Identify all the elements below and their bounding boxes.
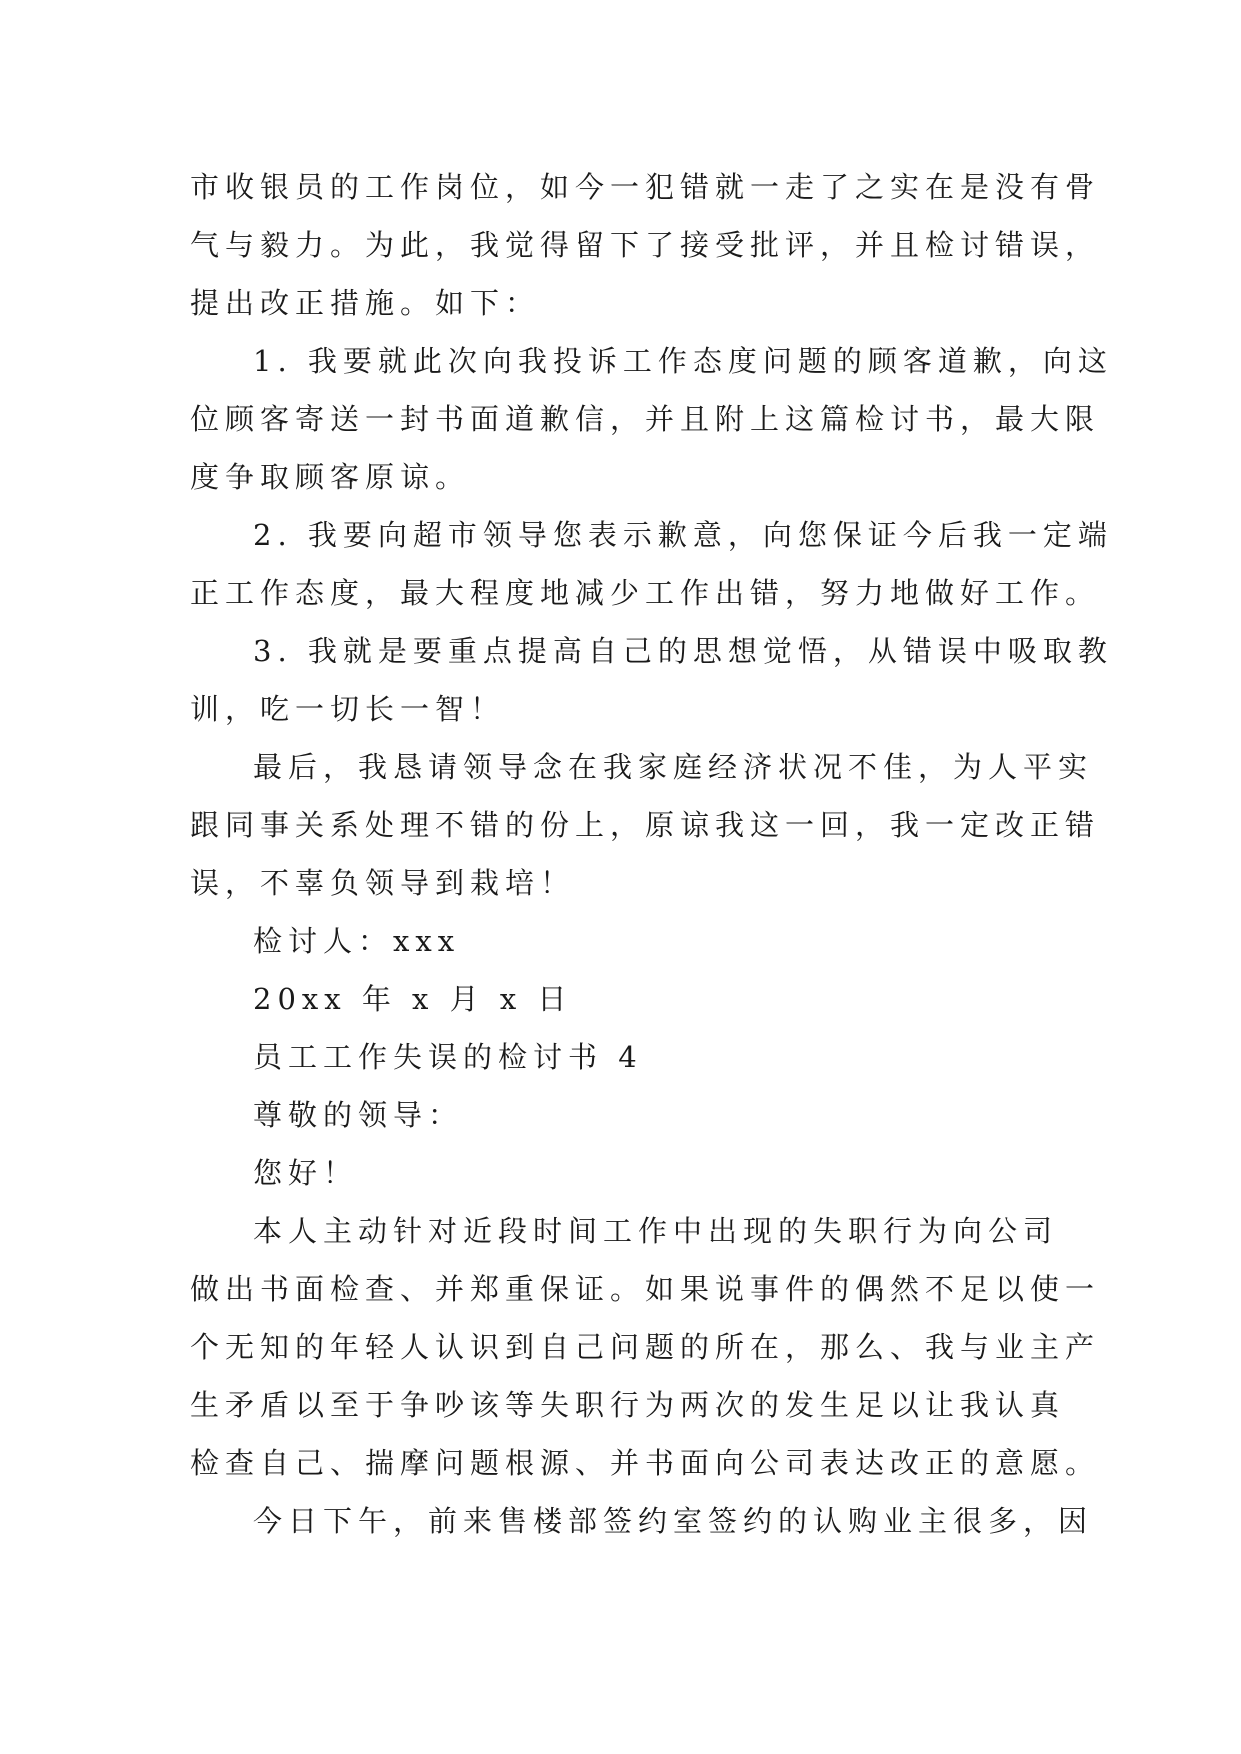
- section-title: 员工工作失误的检讨书 4: [253, 1040, 643, 1074]
- text-line: 1. 我要就此次向我投诉工作态度问题的顾客道歉，向这: [253, 344, 1113, 378]
- text-line: 度争取顾客原谅。: [190, 460, 471, 494]
- text-line: 检查自己、揣摩问题根源、并书面向公司表达改正的意愿。: [190, 1446, 1101, 1480]
- text-line: 2. 我要向超市领导您表示歉意，向您保证今后我一定端: [253, 518, 1113, 552]
- text-line: 3. 我就是要重点提高自己的思想觉悟，从错误中吸取教: [253, 634, 1113, 668]
- text-line: 市收银员的工作岗位，如今一犯错就一走了之实在是没有骨: [190, 170, 1101, 204]
- text-line: 正工作态度，最大程度地减少工作出错，努力地做好工作。: [190, 576, 1101, 610]
- date-line: 20xx 年 x 月 x 日: [253, 982, 573, 1016]
- text-line: 误，不辜负领导到栽培！: [190, 866, 576, 900]
- text-line: 生矛盾以至于争吵该等失职行为两次的发生足以让我认真: [190, 1388, 1066, 1422]
- text-line: 跟同事关系处理不错的份上，原谅我这一回，我一定改正错: [190, 808, 1101, 842]
- text-line: 个无知的年轻人认识到自己问题的所在，那么、我与业主产: [190, 1330, 1101, 1364]
- document-body: [190, 158, 1113, 1550]
- text-line: 气与毅力。为此，我觉得留下了接受批评，并且检讨错误，: [190, 228, 1101, 262]
- text-line: 本人主动针对近段时间工作中出现的失职行为向公司: [253, 1214, 1059, 1248]
- text-line: 做出书面检查、并郑重保证。如果说事件的偶然不足以使一: [190, 1272, 1101, 1306]
- text-line: 训，吃一切长一智！: [190, 692, 506, 726]
- greeting: 您好！: [253, 1156, 359, 1190]
- text-line: 提出改正措施。如下：: [190, 286, 541, 320]
- salutation: 尊敬的领导：: [253, 1098, 464, 1132]
- signature-line: 检讨人：xxx: [253, 924, 461, 958]
- text-line: 位顾客寄送一封书面道歉信，并且附上这篇检讨书，最大限: [190, 402, 1101, 436]
- text-line: 今日下午，前来售楼部签约室签约的认购业主很多，因: [253, 1504, 1094, 1538]
- text-line: 最后，我恳请领导念在我家庭经济状况不佳，为人平实: [253, 750, 1094, 784]
